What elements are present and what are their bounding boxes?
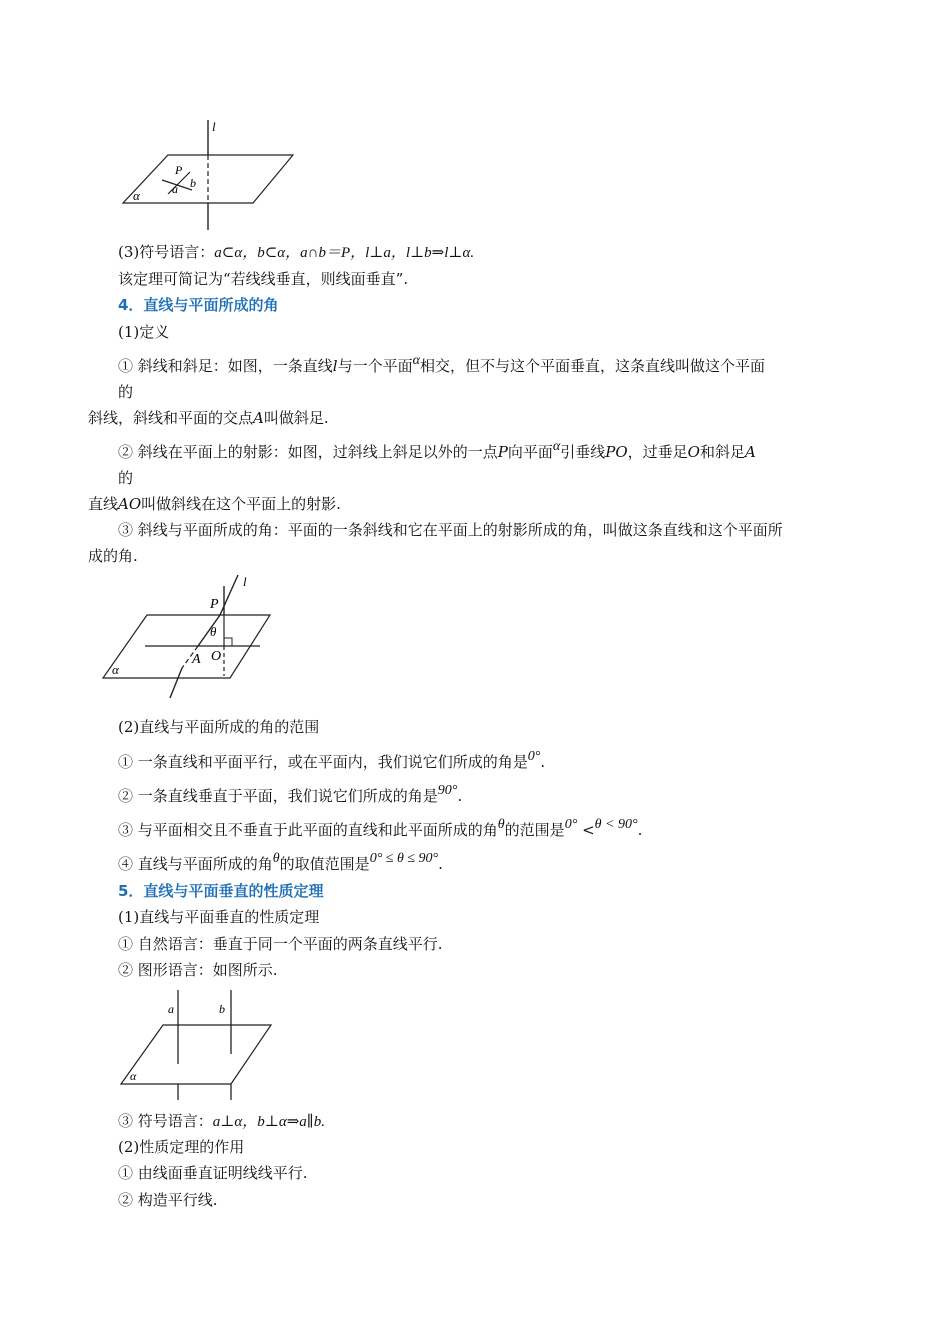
graphic-language-line: ② 图形语言：如图所示. [118,961,278,979]
definition-item-2-line-2: 的 [118,469,134,487]
definition-title: (1)定义 [118,323,170,341]
range3-text: ③ 与平面相交且不垂直于此平面的直线和此平面所成的角 [118,821,498,839]
definition-item-2-line-1 [118,439,756,464]
symbol5-prefix: ③ 符号语言： [118,1112,213,1130]
item1-A: A [253,409,264,427]
item2-text-e: 和斜足 [699,443,745,461]
oblique-line-upper [220,575,238,615]
range2-end: . [457,787,463,805]
symbol5-expr: a⊥α，b⊥α⇒a∥b. [212,1114,325,1130]
definition-item-1-line-3 [88,408,329,428]
property-theorem-title: (1)直线与平面垂直的性质定理 [118,908,320,926]
label-alpha-2: α [112,662,119,677]
range3-mid: 的范围是 [504,821,565,839]
range4-theta: θ [272,851,280,866]
symbol-language-expr: a⊂α，b⊂α，a∩b＝P，l⊥a，l⊥b⇒l⊥α. [214,245,475,261]
right-angle-mark [224,638,232,646]
range1-text: ① 一条直线和平面平行，或在平面内，我们说它们所成的角是 [118,753,528,771]
oblique-line-lower [170,668,182,698]
item2-text-g: 叫做斜线在这个平面上的射影. [141,495,341,513]
item2-alpha: α [552,439,561,454]
symbol-language-line [118,242,474,263]
range4-end: . [438,855,443,873]
definition-item-1-line-2: 的 [118,383,134,401]
item2-text-b: 向平面 [507,443,553,461]
plane-alpha-3 [121,1025,271,1084]
definition-item-2-line-3 [88,494,341,514]
range-item-4 [118,851,443,876]
range2-value: 90° [437,783,458,798]
range1-end: . [540,753,546,771]
label-theta: θ [210,624,217,639]
range4-text: ④ 直线与平面所成的角 [118,855,273,873]
label-l: l [212,119,216,134]
section-5-title: 5．直线与平面垂直的性质定理 [118,882,324,900]
symbol-language-prefix: (3)符号语言： [118,243,215,261]
label-a-3: a [168,1002,174,1016]
figure-oblique-line-angle [100,570,280,710]
definition-item-3-line-1: ③ 斜线与平面所成的角：平面的一条斜线和它在平面上的射影所成的角，叫做这条直线和这个平面所 [118,521,783,539]
range3-lt: < [582,821,595,839]
range4-mid: 的取值范围是 [279,855,370,873]
definition-item-3-line-2: 成的角. [88,547,138,565]
item2-P: P [497,443,508,461]
item2-A: A [745,443,756,461]
range-item-1 [118,749,546,774]
item1-text-e: 叫做斜足. [263,409,329,427]
item1-text-d: 斜线，斜线和平面的交点 [88,409,254,427]
range2-text: ② 一条直线垂直于平面，我们说它们所成的角是 [118,787,438,805]
section-4-title: 4．直线与平面所成的角 [118,296,279,314]
item2-O: O [687,443,700,461]
label-O-2: O [211,649,222,664]
figure-line-perpendicular-plane [118,118,318,238]
item2-AO: AO [118,495,142,513]
theorem-summary: 该定理可简记为“若线线垂直，则线面垂直”. [118,270,409,288]
item2-PO: PO [605,443,628,461]
item2-text-a: ② 斜线在平面上的射影：如图，过斜线上斜足以外的一点 [118,443,498,461]
item1-text-a: ① 斜线和斜足：如图，一条直线 [118,357,333,375]
figure-two-perpendicular-lines [118,988,288,1108]
label-l-2: l [243,574,247,589]
angle-range-title: (2)直线与平面所成的角的范围 [118,718,320,736]
label-b-3: b [219,1002,225,1016]
item2-text-c: 引垂线 [560,443,606,461]
label-b: b [190,176,196,190]
range4-value: 0° ≤ θ ≤ 90° [369,851,439,866]
item1-l: l [332,357,338,375]
definition-item-1-line-1 [118,353,765,378]
range1-value: 0° [527,749,541,764]
range3-upper: θ < 90° [594,817,638,832]
label-a: a [172,182,178,196]
label-alpha-3: α [130,1069,137,1083]
range3-theta: θ [497,817,505,832]
function-item-2: ② 构造平行线. [118,1191,218,1209]
natural-language-line: ① 自然语言：垂直于同一个平面的两条直线平行. [118,935,443,953]
item2-text-f: 直线 [88,495,119,513]
item2-text-d: ，过垂足 [627,443,688,461]
label-P: P [175,163,183,177]
item1-alpha: α [412,353,420,368]
label-A-2: A [192,652,201,667]
label-alpha: α [133,188,140,203]
item1-text-b: 与一个平面 [337,357,413,375]
range-item-2 [118,783,463,808]
range3-lower: 0° [564,817,578,832]
function-item-1: ① 由线面垂直证明线线平行. [118,1164,308,1182]
label-P-2: P [210,597,219,612]
symbol-language-line-5 [118,1111,325,1132]
item1-text-c: 相交，但不与这个平面垂直，这条直线叫做这个平面 [419,357,765,375]
oblique-line-in-plane [198,615,220,646]
range3-end: . [637,821,643,839]
theorem-function-title: (2)性质定理的作用 [118,1138,245,1156]
range-item-3 [118,817,643,842]
